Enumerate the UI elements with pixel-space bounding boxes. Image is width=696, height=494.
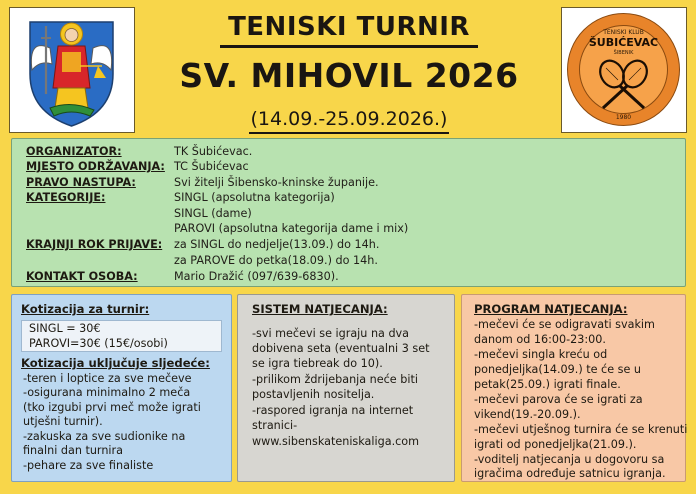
fee-price-parovi: PAROVI=30€ (15€/osobi) xyxy=(29,337,168,350)
eligibility-value: Svi žitelji Šibensko-kninske županije. xyxy=(174,176,379,189)
fee-includes-line: (tko izgubi prvi meč može igrati xyxy=(23,401,201,414)
program-line: ponedjeljka(14.09.) te će se u xyxy=(474,363,642,376)
venue-value: TC Šubićevac xyxy=(174,160,249,173)
logo-city: ŠIBENIK xyxy=(613,50,634,56)
category-item: PAROVI (apsolutna kategorija dame i mix) xyxy=(174,222,409,235)
program-line: -mečevi utješnog turnira će se krenuti xyxy=(474,423,688,436)
competition-system-box xyxy=(237,294,455,482)
fee-includes-line: utješni turnir). xyxy=(23,415,103,428)
contact-label: KONTAKT OSOBA: xyxy=(26,270,138,283)
system-line: -prilikom ždrijebanja neće biti xyxy=(252,373,418,386)
system-line: -raspored igranja na internet xyxy=(252,404,414,417)
competition-program-box xyxy=(461,294,686,482)
program-line: -mečevi singla kreću od xyxy=(474,348,608,361)
fee-box xyxy=(11,294,232,482)
tournament-dates: (14.09.-25.09.2026.) xyxy=(249,107,450,134)
program-heading: PROGRAM NATJECANJA: xyxy=(474,302,628,316)
deadline-label: KRAJNJI ROK PRIJAVE: xyxy=(26,238,163,251)
category-item: SINGL (apsolutna kategorija) xyxy=(174,191,335,204)
fee-includes-line: -osigurana minimalno 2 meča xyxy=(23,386,191,399)
poster-title: TENISKI TURNIR xyxy=(220,10,478,48)
program-line: danom od 16:00-23:00. xyxy=(474,333,606,346)
fee-includes-heading: Kotizacija uključuje sljedeće: xyxy=(21,356,210,370)
fee-prices xyxy=(21,320,222,352)
program-line: igrati od ponedjeljka(21.09.). xyxy=(474,438,637,451)
organizer-label: ORGANIZATOR: xyxy=(26,145,122,158)
venue-label: MJESTO ODRŽAVANJA: xyxy=(26,160,165,173)
system-line: -svi mečevi se igraju na dva xyxy=(252,327,410,340)
system-heading: SISTEM NATJECANJA: xyxy=(252,302,388,316)
contact-value: Mario Dražić (097/639-6830). xyxy=(174,270,339,283)
fee-heading: Kotizacija za turnir: xyxy=(21,302,150,316)
program-line: vikend(19.-20.09.). xyxy=(474,408,581,421)
organizer-value: TK Šubićevac. xyxy=(174,145,253,158)
fee-includes-line: -teren i loptice za sve mečeve xyxy=(23,372,192,385)
tournament-info-box xyxy=(11,138,686,287)
saint-michael-crest-icon xyxy=(10,8,133,131)
fee-price-singl: SINGL = 30€ xyxy=(29,322,101,335)
club-logo xyxy=(561,7,687,133)
system-line: se igra tiebreak do 10). xyxy=(252,357,383,370)
program-line: petak(25.09.) igrati finale. xyxy=(474,378,621,391)
title-block xyxy=(140,6,558,134)
system-line: stranici- xyxy=(252,419,298,432)
fee-includes-line: -pehare za sve finaliste xyxy=(23,459,154,472)
logo-year: 1980 xyxy=(615,114,632,121)
website-link: www.sibenskateniskaliga.com xyxy=(252,435,420,448)
program-line: -mečevi parova će se igrati za xyxy=(474,393,643,406)
system-line: postavljenih nositelja. xyxy=(252,388,375,401)
logo-club-name: ŠUBIĆEVAC xyxy=(588,36,659,49)
system-line: dobivena seta (eventualni 3 set xyxy=(252,342,430,355)
categories-label: KATEGORIJE: xyxy=(26,191,106,204)
fee-includes-line: -zakuska za sve sudionike na xyxy=(23,430,186,443)
deadline-item: za PAROVE do petka(18.09.) do 14h. xyxy=(174,254,378,267)
eligibility-label: PRAVO NASTUPA: xyxy=(26,176,136,189)
tennis-club-logo-icon xyxy=(562,8,685,131)
program-line: igračima određuje satnicu igranja. xyxy=(474,467,666,480)
poster-subtitle: SV. MIHOVIL 2026 xyxy=(179,56,519,95)
program-line: -mečevi će se odigravati svakim xyxy=(474,318,655,331)
deadline-item: za SINGL do nedjelje(13.09.) do 14h. xyxy=(174,238,380,251)
fee-includes-line: finalni dan turnira xyxy=(23,444,123,457)
category-item: SINGL (dame) xyxy=(174,207,252,220)
city-coat-of-arms xyxy=(9,7,135,133)
program-line: -voditelj natjecanja u dogovoru sa xyxy=(474,453,665,466)
logo-text-top: TENISKI KLUB xyxy=(603,29,644,36)
